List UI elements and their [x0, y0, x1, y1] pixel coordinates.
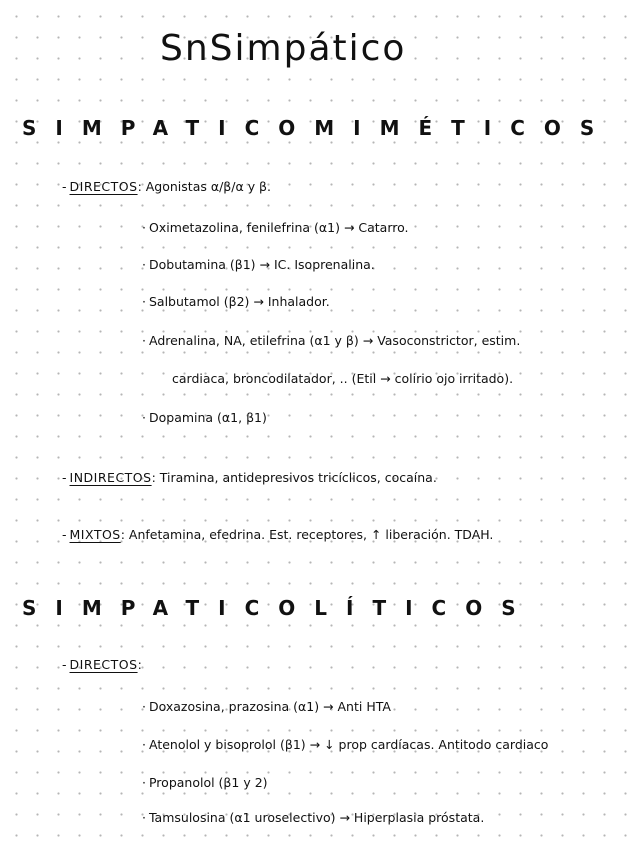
list-item: · Doxazosina, prazosina (α1) → Anti HTA: [142, 699, 391, 714]
list-item: · Tamsulosina (α1 uroselectivo) → Hiperplasia próstata.: [142, 810, 485, 825]
list-item: · Adrenalina, NA, etilefrina (α1 y β) → Vasoconstrictor, estim.: [142, 333, 521, 348]
list-item: · Propanolol (β1 y 2): [142, 775, 268, 790]
list-item-continuation: cardiaca, broncodilatador, .. (Etil → colirio ojo irritado).: [172, 371, 514, 386]
section-heading-simpaticomimeticos: SIMPATICOMIMÉTICOS: [22, 116, 614, 140]
group-directos-liticos: - DIRECTOS:: [62, 657, 142, 672]
list-item-text: Dobutamina (β1) → IC. Isoprenalina.: [148, 257, 375, 272]
list-item: · Dobutamina (β1) → IC. Isoprenalina.: [142, 257, 375, 272]
group-description: : Agonistas α/β/α y β.: [137, 179, 272, 194]
list-item-text: Dopamina (α1, β1): [148, 410, 267, 425]
group-label: INDIRECTOS: [69, 470, 152, 485]
group-description: : Anfetamina, efedrina. Est. receptores, ↑ liberación. TDAH.: [120, 527, 494, 542]
list-item: · Salbutamol (β2) → Inhalador.: [142, 294, 330, 309]
list-item-text: Salbutamol (β2) → Inhalador.: [148, 294, 330, 309]
list-item-text: Propanolol (β1 y 2): [148, 775, 268, 790]
list-item: · Atenolol y bisoprolol (β1) → ↓ prop cardíacas. Antitodo cardiaco: [142, 737, 549, 752]
section-heading-simpaticoliticos: SIMPATICOLÍTICOS: [22, 596, 535, 620]
list-item-text: Oximetazolina, fenilefrina (α1) → Catarro.: [148, 220, 409, 235]
group-description: :: [137, 657, 142, 672]
group-mixtos: - MIXTOS: Anfetamina, efedrina. Est. receptores, ↑ liberación. TDAH.: [62, 527, 494, 542]
list-item-text: Adrenalina, NA, etilefrina (α1 y β) → Vasoconstrictor, estim.: [148, 333, 521, 348]
group-label: MIXTOS: [69, 527, 121, 542]
page-title: SnSimpático: [160, 28, 407, 69]
group-directos-mimeticos: - DIRECTOS: Agonistas α/β/α y β.: [62, 179, 272, 194]
list-item: · Dopamina (α1, β1): [142, 410, 267, 425]
group-indirectos: - INDIRECTOS: Tiramina, antidepresivos tricíclicos, cocaína.: [62, 470, 437, 485]
list-item-text: Atenolol y bisoprolol (β1) → ↓ prop cardíacas. Antitodo cardiaco: [148, 737, 549, 752]
group-label: DIRECTOS: [69, 179, 138, 194]
group-label: DIRECTOS: [69, 657, 138, 672]
group-description: : Tiramina, antidepresivos tricíclicos, cocaína.: [151, 470, 437, 485]
list-item-text: Doxazosina, prazosina (α1) → Anti HTA: [148, 699, 391, 714]
list-item: · Oximetazolina, fenilefrina (α1) → Catarro.: [142, 220, 409, 235]
list-item-text: Tamsulosina (α1 uroselectivo) → Hiperplasia próstata.: [148, 810, 485, 825]
